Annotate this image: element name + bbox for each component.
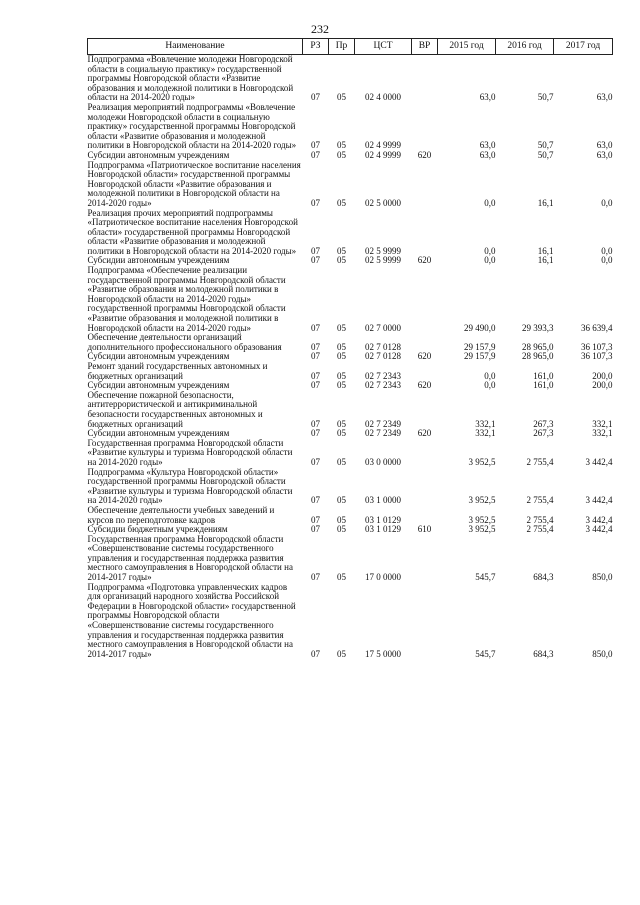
row-rz: 07 (311, 514, 320, 525)
header-2017: 2017 год (554, 39, 613, 55)
row-2015: 29 157,9 (464, 351, 496, 362)
row-pr: 05 (337, 524, 346, 535)
row-2016: 267,3 (533, 428, 554, 439)
row-2017: 200,0 (592, 380, 613, 391)
row-2017: 36 639,4 (581, 322, 613, 333)
row-2015: 63,0 (479, 92, 496, 103)
table-row (88, 506, 613, 525)
row-2016: 684,3 (533, 572, 554, 583)
table-row (88, 362, 613, 381)
row-2017: 850,0 (592, 648, 613, 659)
row-pr: 05 (337, 648, 346, 659)
row-2017: 0,0 (601, 197, 613, 208)
header-cst: ЦСТ (355, 39, 412, 55)
row-2015: 332,1 (475, 418, 496, 429)
row-rz: 07 (311, 572, 320, 583)
row-vr: 620 (417, 351, 432, 362)
row-pr: 05 (337, 341, 346, 352)
row-2016: 267,3 (533, 418, 554, 429)
row-2016: 2 755,4 (526, 514, 554, 525)
row-name: Обеспечение деятельности организаций дополнительного профессионального образования (87, 332, 282, 352)
row-name: Субсидии автономным учреждениям (87, 149, 230, 160)
row-2017: 3 442,4 (585, 514, 613, 525)
row-rz: 07 (311, 428, 320, 439)
table-row (88, 103, 613, 151)
row-2017: 63,0 (596, 92, 613, 103)
row-rz: 07 (311, 140, 320, 151)
row-pr: 05 (337, 572, 346, 583)
table-row (88, 583, 613, 660)
row-rz: 07 (311, 245, 320, 256)
row-pr: 05 (337, 245, 346, 256)
header-rz: РЗ (303, 39, 329, 55)
row-2015: 0,0 (484, 380, 496, 391)
row-cst: 02 4 0000 (365, 92, 401, 103)
header-2015: 2015 год (438, 39, 496, 55)
row-pr: 05 (337, 370, 346, 381)
row-vr (412, 506, 438, 525)
row-2015: 0,0 (484, 197, 496, 208)
row-2015: 0,0 (484, 255, 496, 266)
row-2015: 63,0 (479, 140, 496, 151)
row-pr: 05 (337, 380, 346, 391)
row-vr: 620 (417, 255, 432, 266)
row-rz: 07 (311, 370, 320, 381)
row-2016: 161,0 (533, 370, 554, 381)
row-vr: 620 (417, 149, 432, 160)
row-2015: 3 952,5 (468, 524, 496, 535)
row-2017: 200,0 (592, 370, 613, 381)
table-row (88, 161, 613, 209)
row-2016: 28 965,0 (522, 351, 554, 362)
row-2015: 545,7 (475, 572, 496, 583)
row-cst: 02 5 9999 (365, 245, 401, 256)
row-vr: 610 (417, 524, 432, 535)
header-pr: Пр (329, 39, 355, 55)
row-vr (412, 333, 438, 352)
row-cst: 02 5 9999 (365, 255, 401, 266)
row-name: Государственная программа Новгородской области «Совершенствование системы государственного управления и государственная поддержка развития местного самоуправления в Новгородской области на 2014-2017 годы» (87, 533, 293, 583)
table-row (88, 333, 613, 352)
row-rz: 07 (311, 456, 320, 467)
row-name: Ремонт зданий государственных автономных и бюджетных организаций (87, 361, 268, 381)
row-name: Обеспечение пожарной безопасности, антитеррористической и антикриминальной безопасности государственных автономных и бюджетных организаций (87, 389, 263, 429)
row-2016: 50,7 (537, 92, 554, 103)
row-pr: 05 (337, 322, 346, 333)
row-rz: 07 (311, 197, 320, 208)
row-2017: 63,0 (596, 140, 613, 151)
row-2016: 2 755,4 (526, 456, 554, 467)
row-pr: 05 (337, 140, 346, 151)
row-cst: 02 7 2349 (365, 418, 401, 429)
row-cst: 02 4 9999 (365, 140, 401, 151)
header-2016: 2016 год (496, 39, 554, 55)
row-rz: 07 (311, 495, 320, 506)
page-number: 232 (311, 22, 329, 36)
row-cst: 17 0 0000 (365, 572, 401, 583)
row-cst: 02 5 0000 (365, 197, 401, 208)
row-2015: 3 952,5 (468, 514, 496, 525)
row-name: Подпрограмма «Обеспечение реализации государственной программы Новгородской области «Развитие образования и молодежной политики в Новгородской области на 2014-2020 годы» государственной программы Новгородской области «Развитие образования и молодежной политики в Новгородской области на 2014-2020 годы» (87, 265, 286, 333)
row-name: Субсидии автономным учреждениям (87, 351, 230, 362)
row-rz: 07 (311, 322, 320, 333)
row-2016: 50,7 (537, 149, 554, 160)
row-2015: 3 952,5 (468, 456, 496, 467)
row-pr: 05 (337, 197, 346, 208)
row-vr (412, 103, 438, 151)
row-rz: 07 (311, 341, 320, 352)
row-cst: 02 7 0000 (365, 322, 401, 333)
row-2016: 2 755,4 (526, 495, 554, 506)
row-cst: 03 1 0129 (365, 524, 401, 535)
table-row (88, 468, 613, 506)
row-2017: 332,1 (592, 428, 613, 439)
budget-table (87, 38, 613, 659)
row-cst: 02 7 2349 (365, 428, 401, 439)
row-2017: 3 442,4 (585, 456, 613, 467)
table-row (88, 55, 613, 103)
row-pr: 05 (337, 255, 346, 266)
row-rz: 07 (311, 92, 320, 103)
row-2016: 16,1 (537, 245, 554, 256)
row-2016: 2 755,4 (526, 524, 554, 535)
row-2015: 332,1 (475, 428, 496, 439)
row-2016: 684,3 (533, 648, 554, 659)
table-row (88, 391, 613, 429)
row-2015: 3 952,5 (468, 495, 496, 506)
row-name: Государственная программа Новгородской области «Развитие культуры и туризма Новгородской области на 2014-2020 годы» (87, 437, 293, 467)
row-2015: 0,0 (484, 245, 496, 256)
table-row (88, 266, 613, 333)
row-2017: 36 107,3 (581, 341, 613, 352)
row-2017: 63,0 (596, 149, 613, 160)
row-rz: 07 (311, 380, 320, 391)
row-2017: 0,0 (601, 255, 613, 266)
row-2016: 16,1 (537, 197, 554, 208)
row-2015: 63,0 (479, 149, 496, 160)
row-pr: 05 (337, 418, 346, 429)
row-2016: 161,0 (533, 380, 554, 391)
row-2017: 0,0 (601, 245, 613, 256)
table-row (88, 209, 613, 257)
row-vr (412, 209, 438, 257)
row-pr: 05 (337, 456, 346, 467)
header-vr: ВР (412, 39, 438, 55)
row-name: Подпрограмма «Подготовка управленческих кадров для организаций народного хозяйства Российской Федерации в Новгородской области» государственной программы Новгородской области «Совершенствование системы государственного управления и государственная поддержка развития местного самоуправления в Новгородской области на 2014-2017 годы» (87, 581, 296, 659)
row-name: Субсидии бюджетным учреждениям (87, 524, 228, 535)
row-pr: 05 (337, 495, 346, 506)
row-cst: 03 0 0000 (365, 456, 401, 467)
row-2017: 850,0 (592, 572, 613, 583)
row-vr: 620 (417, 428, 432, 439)
row-vr (412, 439, 438, 468)
row-name: Подпрограмма «Вовлечение молодежи Новгородской области в социальную практику» государственной программы Новгородской области «Развитие образования и молодежной политики в Новгородской области на 2014-2020 годы» (87, 54, 294, 103)
row-2017: 332,1 (592, 418, 613, 429)
row-rz: 07 (311, 524, 320, 535)
row-cst: 02 7 2343 (365, 380, 401, 391)
row-2017: 3 442,4 (585, 524, 613, 535)
row-2016: 28 965,0 (522, 341, 554, 352)
row-name: Субсидии автономным учреждениям (87, 380, 230, 391)
row-rz: 07 (311, 648, 320, 659)
row-cst: 03 1 0129 (365, 514, 401, 525)
table-row (88, 439, 613, 468)
row-cst: 03 1 0000 (365, 495, 401, 506)
row-vr (412, 362, 438, 381)
row-vr: 620 (417, 380, 432, 391)
row-cst: 17 5 0000 (365, 648, 401, 659)
table-row (88, 535, 613, 583)
row-2015: 29 157,9 (464, 341, 496, 352)
row-name: Обеспечение деятельности учебных заведений и курсов по переподготовке кадров (87, 504, 275, 525)
row-pr: 05 (337, 428, 346, 439)
row-vr (412, 583, 438, 660)
row-rz: 07 (311, 255, 320, 266)
row-rz: 07 (311, 149, 320, 160)
row-vr (412, 535, 438, 583)
row-2017: 36 107,3 (581, 351, 613, 362)
row-cst: 02 7 0128 (365, 341, 401, 352)
table-header-row (88, 39, 613, 55)
row-pr: 05 (337, 351, 346, 362)
row-2016: 50,7 (537, 140, 554, 151)
header-name: Наименование (88, 39, 303, 55)
row-vr (412, 468, 438, 506)
row-2015: 0,0 (484, 370, 496, 381)
row-pr: 05 (337, 92, 346, 103)
row-cst: 02 4 9999 (365, 149, 401, 160)
row-2017: 3 442,4 (585, 495, 613, 506)
row-name: Субсидии автономным учреждениям (87, 428, 230, 439)
row-cst: 02 7 0128 (365, 351, 401, 362)
row-cst: 02 7 2343 (365, 370, 401, 381)
row-rz: 07 (311, 418, 320, 429)
row-2016: 29 393,3 (522, 322, 554, 333)
row-2016: 16,1 (537, 255, 554, 266)
row-2015: 545,7 (475, 648, 496, 659)
row-name: Подпрограмма «Патриотическое воспитание населения Новгородской области» государственной программы Новгородской области «Развитие образования и молодежной политики в Новгородской области на 2014-2020 годы» (87, 159, 301, 208)
row-vr (412, 55, 438, 103)
row-name: Субсидии автономным учреждениям (87, 255, 230, 266)
row-name: Подпрограмма «Культура Новгородской области» государственной программы Новгородской области «Развитие культуры и туризма Новгородской области на 2014-2020 годы» (87, 466, 293, 506)
row-2015: 29 490,0 (464, 322, 496, 333)
row-name: Реализация прочих мероприятий подпрограммы «Патриотическое воспитание населения Новгородской области» государственной программы Новгородской области «Развитие образования и молодежной политики в Новгородской области на 2014-2020 годы» (87, 207, 298, 256)
row-pr: 05 (337, 149, 346, 160)
row-pr: 05 (337, 514, 346, 525)
row-rz: 07 (311, 351, 320, 362)
row-vr (412, 266, 438, 333)
row-vr (412, 161, 438, 209)
row-name: Реализация мероприятий подпрограммы «Вовлечение молодежи Новгородской области в социальную практику» государственной программы Новгородской области «Развитие образования и молодежной политики в Новгородской области на 2014-2020 годы» (87, 101, 297, 151)
row-vr (412, 391, 438, 429)
